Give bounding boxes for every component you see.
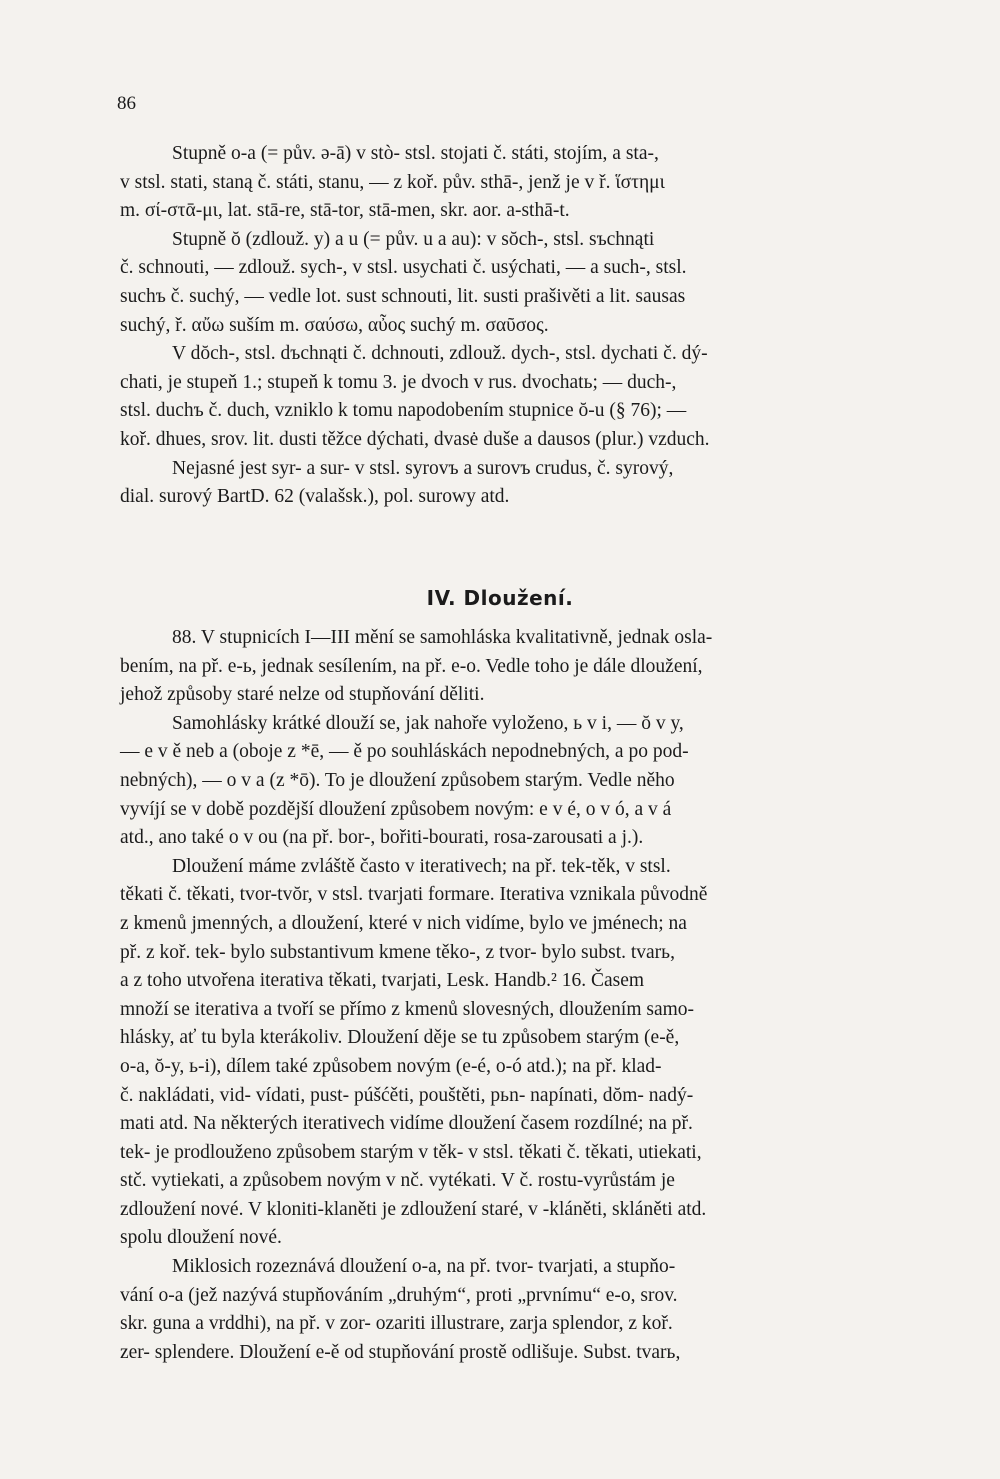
- paragraph-stupne-o-u: Stupně ŏ (zdlouž. y) a u (= pův. u a au): v sŏch-, stsl. sъchnąti č. schnouti, — zdlouž. sych-, v stsl. usychati č. usýchati, — a such-, stsl. suchъ č. suchý, — vedle lot. sust schnouti, lit. susti prašivěti a lit. sausas suchý, ř. αὔω suším m. σαύσω, αὖος suchý m. σαῦσος.: [120, 228, 687, 336]
- section-heading: IV. Dloužení.: [426, 586, 574, 610]
- paragraph-iterativa: Dloužení máme zvláště často v iterativech; na př. tek-těk, v stsl. těkati č. těkati, tvor-tvŏr, v stsl. tvarjati formare. Iterativa vznikala původně z kmenů jmenných, a dloužení, které v nich vidíme, bylo ve jménech; na př. z koř. tek- bylo substantivum kmene těko-, z tvor- bylo subst. tvarь, a z toho utvořena iterativa těkati, tvarjati, Lesk. Handb.² 16. Časem množí se iterativa a tvoří se přímo z kmenů slovesných, dloužením samo- hlásky, ať tu byla kterákoliv. Dloužení děje se tu způsobem starým (e-ě, o-a, ŏ-y, ь-i), dílem také způsobem novým (e-é, o-ó atd.); na př. klad- č. nakládati, vid- vídati, pust- púšćěti, pouštěti, pьn- napínati, dŏm- nadý- mati atd. Na některých iterativech vidíme dloužení časem rozdílné; na př. tek- je prodlouženo způsobem starým v těk- v stsl. těkati č. těkati, utiekati, stč. vytiekati, a způsobem novým v nč. vytékati. V č. rostu-vyrůstám je zdloužení nové. V kloniti-klaněti je zdloužení staré, v -kláněti, skláněti atd. spolu dloužení nové.: [120, 855, 708, 1249]
- paragraph-miklosich: Miklosich rozeznává dloužení o-a, na př. tvor- tvarjati, a stupňo- vání o-a (jež nazývá stupňováním „druhým“, proti „prvnímu“ e-o, srov. skr. guna a vrddhi), na př. v zor- ozariti illustrare, zarja splendor, z koř. zer- splendere. Dloužení e-ě od stupňování prostě odlišuje. Subst. tvarь,: [120, 1256, 681, 1363]
- text-block-upper: [120, 140, 938, 512]
- page-number: 86: [117, 93, 136, 114]
- paragraph-samohlasky: Samohlásky krátké dlouží se, jak nahoře vyloženo, ь v i, — ŏ v y, — e v ě neb a (oboje z *ē, — ě po souhláskách nepodnebných, a po pod- nebných), — o v a (z *ō). To je dloužení způsobem starým. Vedle něho vyvíjí se v době pozdější dloužení způsobem novým: e v é, o v ó, a v á atd., ano také o v ou (na př. bor-, bořiti-bourati, rosa-zarousati a j.).: [120, 712, 689, 849]
- paragraph-dech: V dŏch-, stsl. dъchnąti č. dchnouti, zdlouž. dych-, stsl. dychati č. dý- chati, je stupeň 1.; stupeň k tomu 3. je dvoch v rus. dvochatь; — duch-, stsl. duchъ č. duch, vzniklo k tomu napodobením stupnice ŏ-u (§ 76); — koř. dhues, srov. lit. dusti těžce dýchati, dvasė duše a dausos (plur.) vzduch.: [120, 343, 710, 450]
- paragraph-88: 88. V stupnicích I—III mění se samohláska kvalitativně, jednak osla- bením, na př. e-ь, jednak sesílením, na př. e-o. Vedle toho je dále dloužení, jehož způsoby staré nelze od stupňování děliti.: [120, 627, 713, 706]
- paragraph-nejasne: Nejasné jest syr- a sur- v stsl. syrovъ a surovъ crudus, č. syrový, dial. surový BartD. 62 (valašsk.), pol. surowy atd.: [120, 457, 674, 508]
- paragraph-stupne-o-a: Stupně o-a (= pův. ə-ā) v stò- stsl. stojati č. státi, stojím, a sta-, v stsl. stati, staną č. státi, stanu, — z koř. pův. sthā-, jenž je v ř. ἵστημι m. σί-στᾱ-μι, lat. stā-re, stā-tor, stā-men, skr. aor. a-sthā-t.: [120, 143, 665, 222]
- text-block-lower: [120, 624, 938, 1367]
